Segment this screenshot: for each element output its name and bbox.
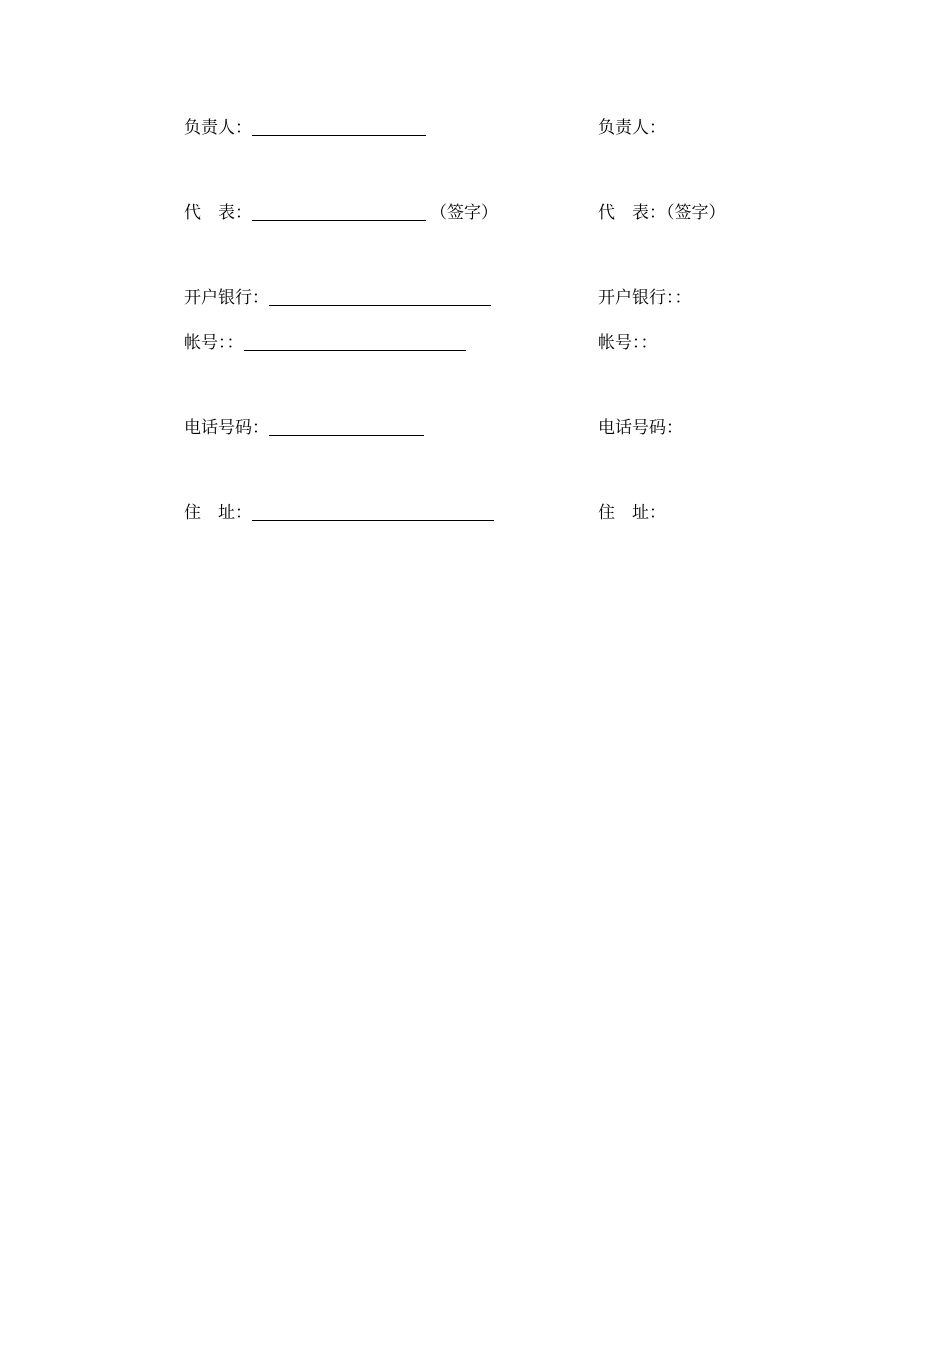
right-phone-row: [598, 416, 683, 440]
right-address-row: [598, 501, 666, 525]
left-address-blank[interactable]: [252, 503, 494, 521]
left-rep-label: 代 表：: [184, 203, 252, 223]
left-bank-row: [184, 286, 491, 310]
right-bank-row: [598, 286, 692, 310]
left-account-row: [184, 331, 466, 355]
left-rep-blank[interactable]: [252, 203, 426, 221]
left-manager-label: 负责人：: [184, 118, 252, 138]
left-address-label: 住 址：: [184, 503, 252, 523]
right-manager-row: [598, 116, 666, 140]
left-rep-row: [184, 201, 498, 225]
right-address-label: 住 址：: [598, 503, 666, 523]
left-phone-label: 电话号码：: [184, 418, 269, 438]
right-rep-row: [598, 201, 726, 225]
right-manager-label: 负责人：: [598, 118, 666, 138]
left-bank-blank[interactable]: [269, 288, 491, 306]
right-bank-label: 开户银行：：: [598, 288, 692, 308]
left-account-label: 帐号：：: [184, 333, 244, 353]
left-address-row: [184, 501, 494, 525]
left-manager-blank[interactable]: [252, 118, 426, 136]
left-phone-blank[interactable]: [269, 418, 424, 436]
right-account-row: [598, 331, 658, 355]
left-manager-row: [184, 116, 426, 140]
right-phone-label: 电话号码：: [598, 418, 683, 438]
left-bank-label: 开户银行：: [184, 288, 269, 308]
right-account-label: 帐号：：: [598, 333, 658, 353]
left-phone-row: [184, 416, 424, 440]
left-account-blank[interactable]: [244, 333, 466, 351]
left-rep-sign-note: （签字）: [430, 203, 498, 223]
right-rep-label: 代 表：（签字）: [598, 203, 726, 223]
